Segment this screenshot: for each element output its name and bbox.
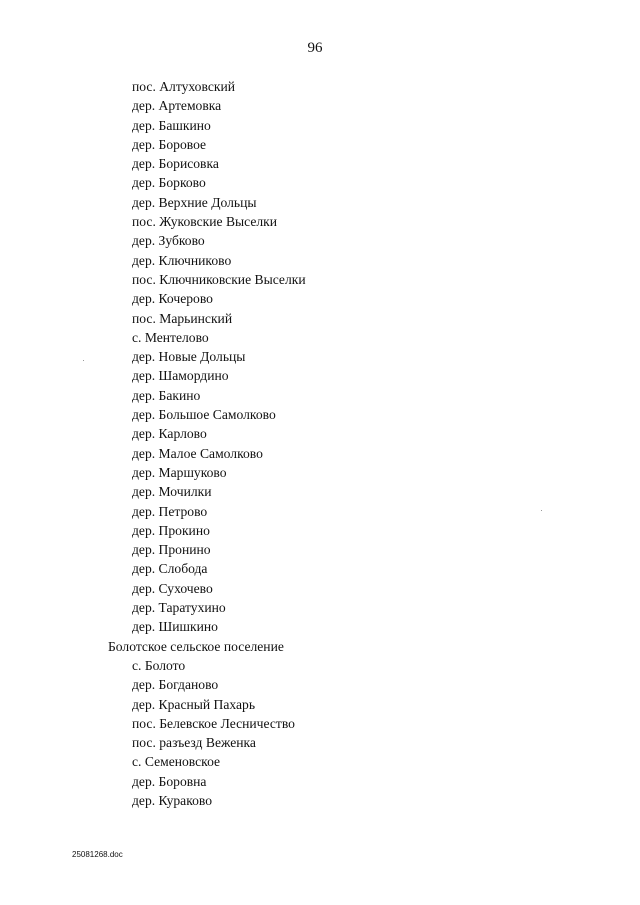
list-item: с. Ментелово — [132, 329, 209, 345]
list-item: дер. Бакино — [132, 387, 201, 403]
scan-speck — [541, 510, 542, 511]
list-item: дер. Петрово — [132, 503, 208, 519]
list-item: дер. Красный Пахарь — [132, 696, 256, 712]
list-item: дер. Верхние Дольцы — [132, 194, 257, 210]
list-item: дер. Боровна — [132, 773, 207, 789]
list-item: дер. Маршуково — [132, 464, 227, 480]
list-item: дер. Борисовка — [132, 156, 219, 172]
list-item: пос. разъезд Веженка — [132, 735, 256, 751]
list-item: дер. Мочилки — [132, 484, 212, 500]
list-item: дер. Шишкино — [132, 619, 218, 635]
list-item: пос. Алтуховский — [132, 79, 236, 94]
document-filename: 25081268.doc — [72, 850, 123, 859]
list-item: дер. Карлово — [132, 426, 207, 442]
list-item: пос. Жуковские Выселки — [132, 214, 278, 230]
list-item: дер. Сухочево — [132, 580, 213, 596]
list-item: дер. Слобода — [132, 561, 208, 577]
page-number: 96 — [307, 40, 323, 56]
list-item: с. Болото — [132, 657, 186, 673]
list-item: дер. Малое Самолково — [132, 445, 263, 461]
list-item: дер. Кураково — [132, 792, 213, 808]
list-item: с. Семеновское — [132, 754, 221, 770]
list-item: пос. Марьинский — [132, 310, 233, 326]
list-item: дер. Таратухино — [132, 600, 226, 616]
list-item: дер. Большое Самолково — [132, 407, 276, 423]
list-item: пос. Ключниковские Выселки — [132, 271, 306, 287]
list-item: дер. Новые Дольцы — [132, 349, 246, 365]
list-item: дер. Артемовка — [132, 98, 222, 114]
list-item: дер. Богданово — [132, 677, 219, 693]
list-item: пос. Белевское Лесничество — [132, 715, 295, 731]
list-item: дер. Ключниково — [132, 252, 232, 268]
list-item: дер. Кочерово — [132, 291, 213, 307]
section-heading: Болотское сельское поселение — [108, 638, 284, 654]
list-item: дер. Зубково — [132, 233, 205, 249]
scan-speck — [83, 360, 84, 361]
settlement-list — [0, 77, 640, 810]
list-item: дер. Шамордино — [132, 368, 229, 384]
list-item: дер. Борково — [132, 175, 206, 191]
list-item: дер. Прокино — [132, 522, 210, 538]
list-item: дер. Башкино — [132, 117, 211, 133]
list-item: дер. Боровое — [132, 136, 207, 152]
list-item: дер. Пронино — [132, 542, 211, 558]
